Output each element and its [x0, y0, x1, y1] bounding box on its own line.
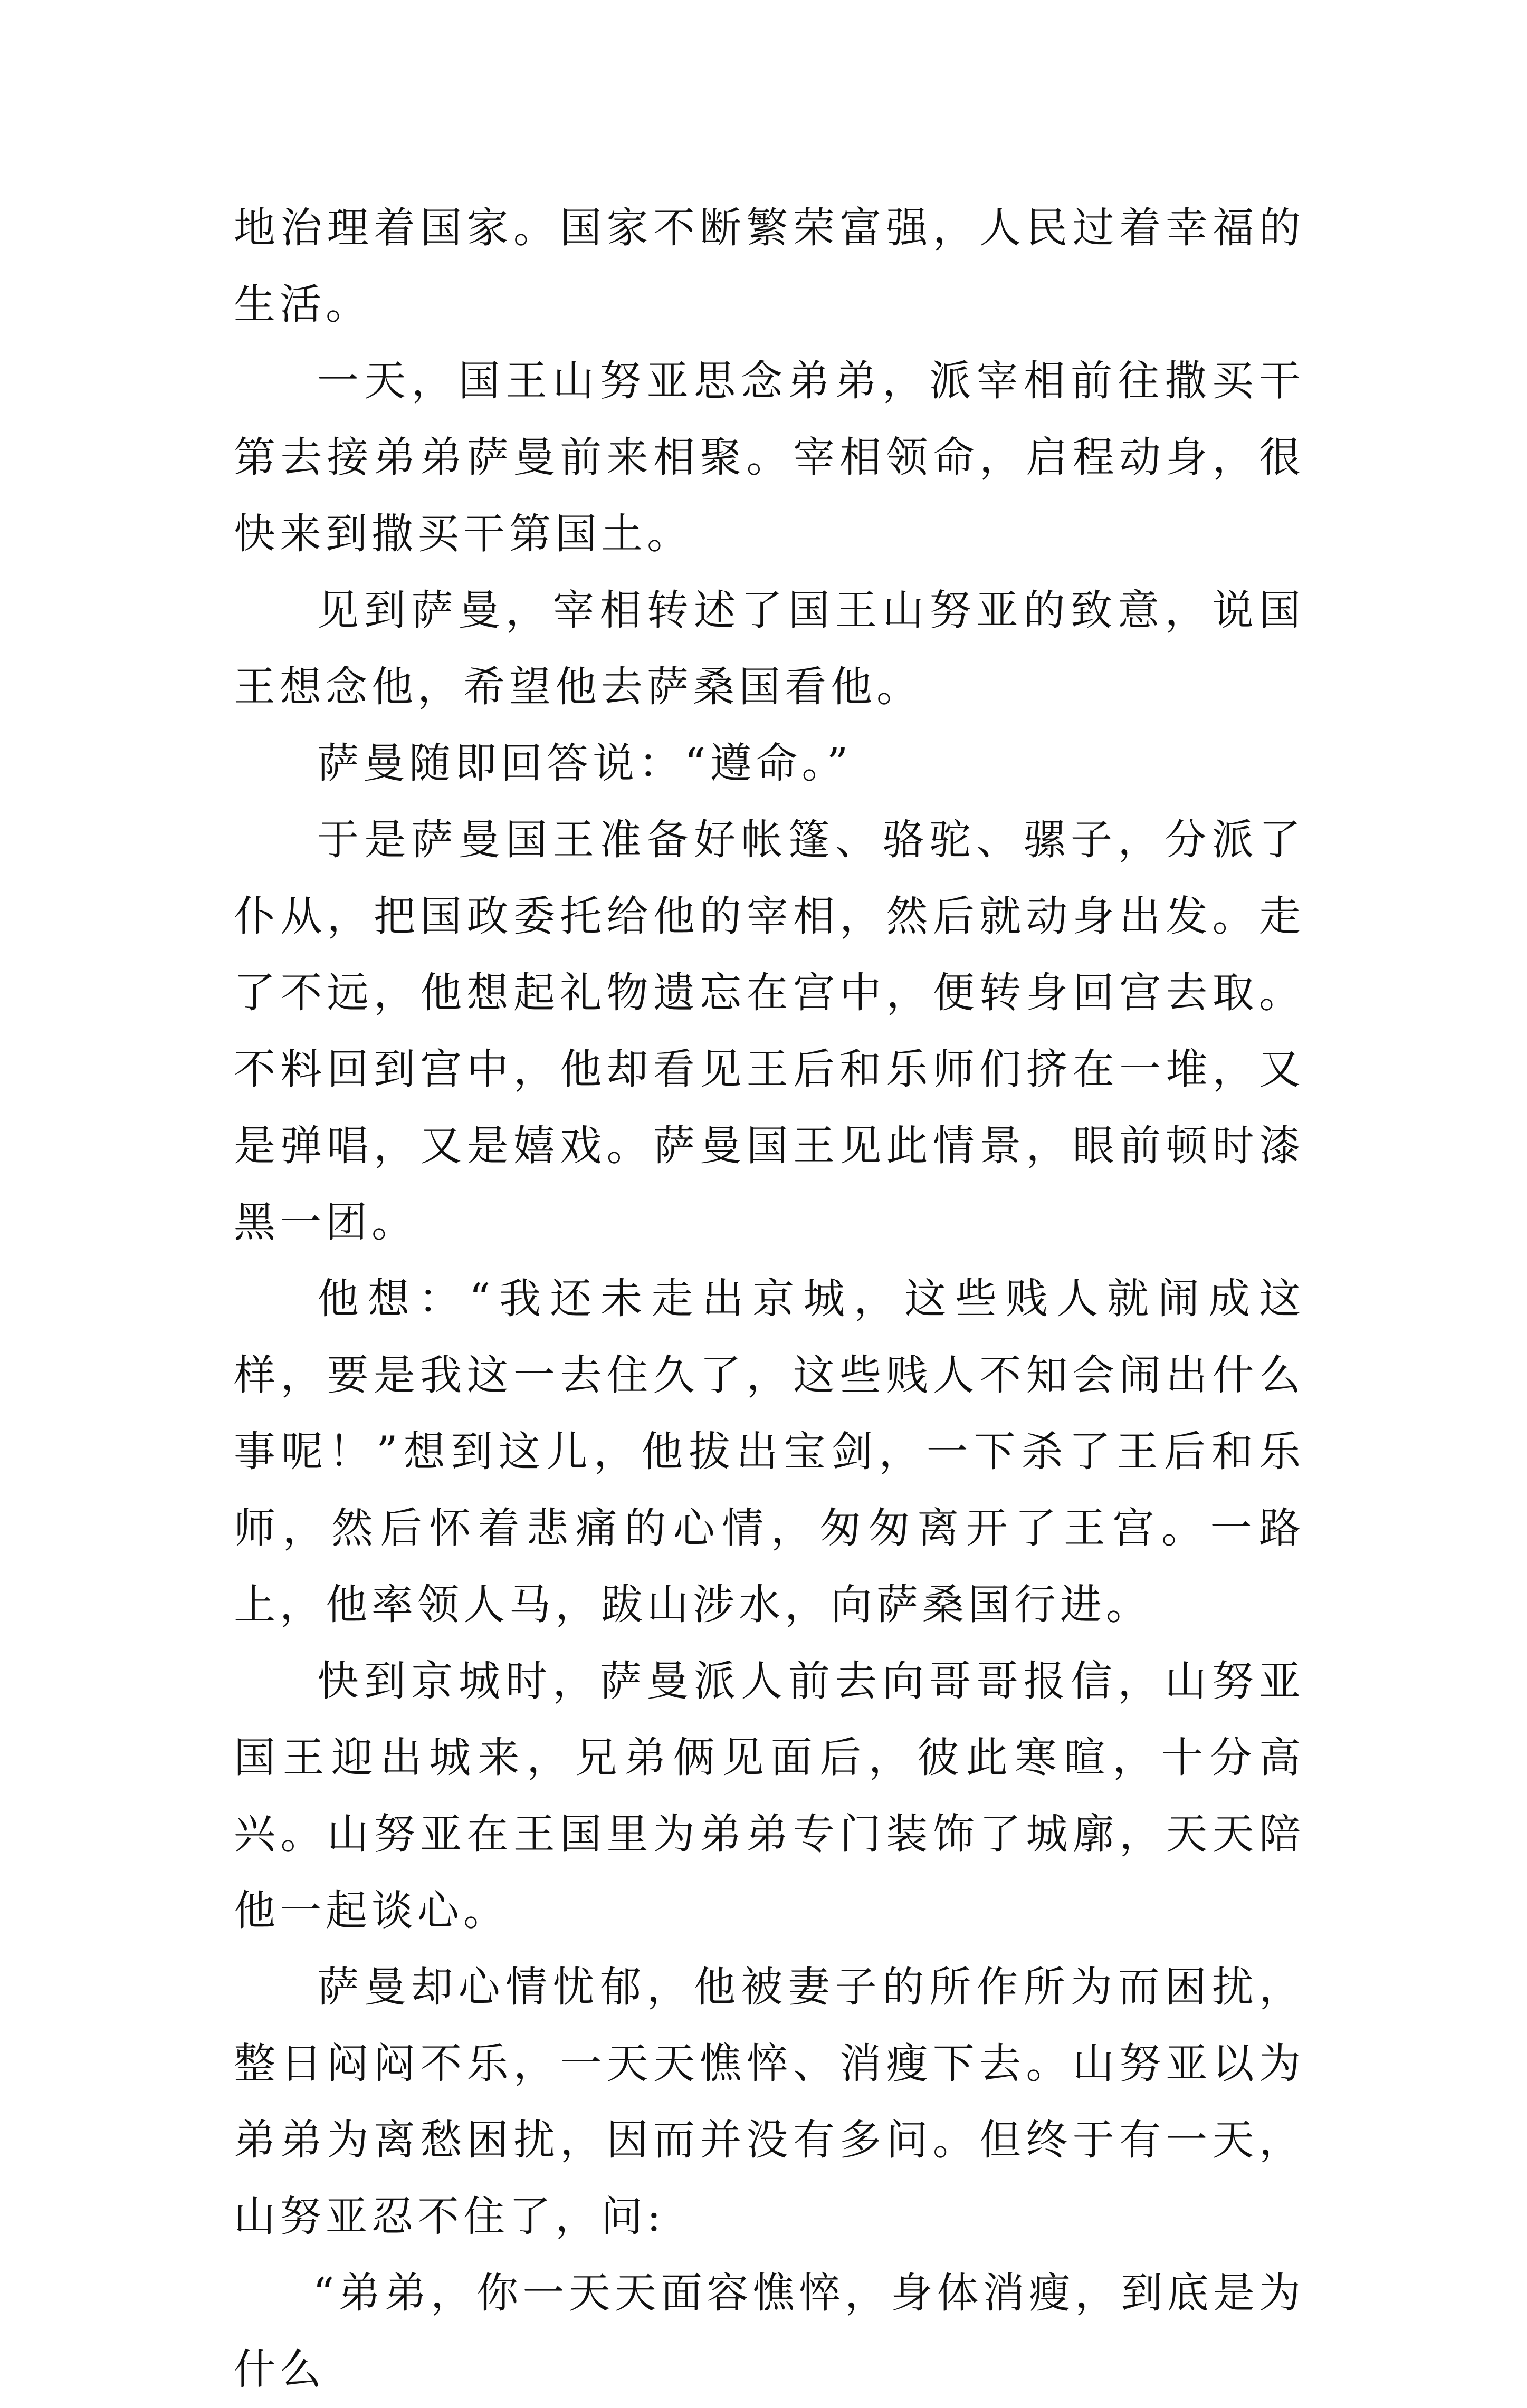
paragraph: 萨曼却心情忧郁，他被妻子的所作所为而困扰，整日闷闷不乐，一天天憔悴、消瘦下去。山努亚以为弟弟为离愁困扰，因而并没有多问。但终于有一天，山努亚忍不住了，问:	[234, 1963, 1305, 2241]
paragraph: 一天，国王山努亚思念弟弟，派宰相前往撒买干第去接弟弟萨曼前来相聚。宰相领命，启程动身，很快来到撒买干第国土。	[234, 357, 1305, 558]
paragraph: 见到萨曼，宰相转述了国王山努亚的致意，说国王想念他，希望他去萨桑国看他。	[234, 586, 1305, 711]
paragraph: 萨曼随即回答说：“遵命。”	[317, 739, 853, 788]
paragraph-continuation: 地治理着国家。国家不断繁荣富强，人民过着幸福的生活。	[234, 204, 1305, 329]
paragraph: 他想：“我还未走出京城，这些贱人就闹成这样，要是我这一去住久了，这些贱人不知会闹出什么事呢！”想到这儿，他拔出宝剑，一下杀了王后和乐师，然后怀着悲痛的心情，匆匆离开了王宫。一路上，他率领人马，跋山涉水，向萨桑国行进。	[234, 1274, 1305, 1629]
body-text	[234, 190, 1305, 2408]
paragraph: 快到京城时，萨曼派人前去向哥哥报信，山努亚国王迎出城来，兄弟俩见面后，彼此寒暄，十分高兴。山努亚在王国里为弟弟专门装饰了城廓，天天陪他一起谈心。	[234, 1657, 1305, 1935]
paragraph: 于是萨曼国王准备好帐篷、骆驼、骡子，分派了仆从，把国政委托给他的宰相，然后就动身出发。走了不远，他想起礼物遗忘在宫中，便转身回宫去取。不料回到宫中，他却看见王后和乐师们挤在一堆，又是弹唱，又是嬉戏。萨曼国王见此情景，眼前顿时漆黑一团。	[234, 816, 1305, 1246]
paragraph-dialogue: “弟弟，你一天天面容憔悴，身体消瘦，到底是为什么	[234, 2269, 1305, 2394]
